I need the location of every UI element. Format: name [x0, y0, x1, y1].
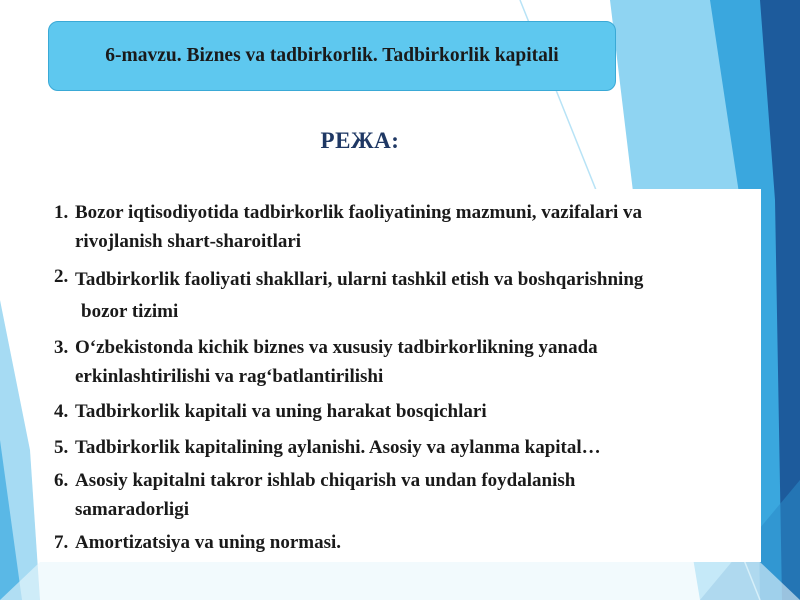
plan-item-line: Amortizatsiya va uning normasi.	[75, 532, 341, 553]
plan-item-line: Asosiy kapitalni takror ishlab chiqarish va undan foydalanish	[75, 470, 576, 491]
plan-item-3	[54, 333, 754, 391]
plan-item-line: erkinlashtirilishi va rag‘batlantirilishi	[75, 366, 384, 387]
plan-item-4	[54, 397, 754, 426]
plan-item-number: 4.	[54, 401, 69, 422]
plan-item-line: rivojlanish shart-sharoitlari	[75, 231, 302, 252]
plan-item-line: bozor tizimi	[81, 301, 179, 322]
slide-title: 6-mavzu. Biznes va tadbirkorlik. Tadbirkorlik kapitali	[105, 45, 559, 66]
plan-item-number: 7.	[54, 532, 69, 553]
plan-item-number: 5.	[54, 437, 69, 458]
plan-heading: РЕЖА:	[320, 128, 400, 153]
plan-item-line: Tadbirkorlik kapitalining aylanishi. Asosiy va aylanma kapital…	[75, 437, 601, 458]
plan-item-line: Tadbirkorlik kapitali va uning harakat bosqichlari	[75, 401, 487, 422]
plan-item-2	[54, 262, 754, 326]
plan-content-box	[38, 189, 761, 562]
plan-item-line: samaradorligi	[75, 499, 189, 520]
plan-item-number: 2.	[54, 266, 69, 287]
slide-title-box	[48, 21, 616, 91]
plan-item-number: 3.	[54, 337, 69, 358]
plan-item-number: 6.	[54, 470, 69, 491]
plan-item-number: 1.	[54, 202, 69, 223]
plan-item-line: O‘zbekistonda kichik biznes va xususiy tadbirkorlikning yanada	[75, 337, 598, 358]
plan-item-1	[54, 198, 754, 256]
plan-item-7	[54, 528, 754, 557]
plan-item-line: Bozor iqtisodiyotida tadbirkorlik faoliyatining mazmuni, vazifalari va	[75, 202, 643, 223]
plan-item-6	[54, 466, 754, 524]
decor-bottom-strip	[0, 562, 800, 600]
plan-item-5	[54, 433, 754, 462]
plan-item-line: Tadbirkorlik faoliyati shakllari, ularni tashkil etish va boshqarishning	[75, 269, 644, 290]
